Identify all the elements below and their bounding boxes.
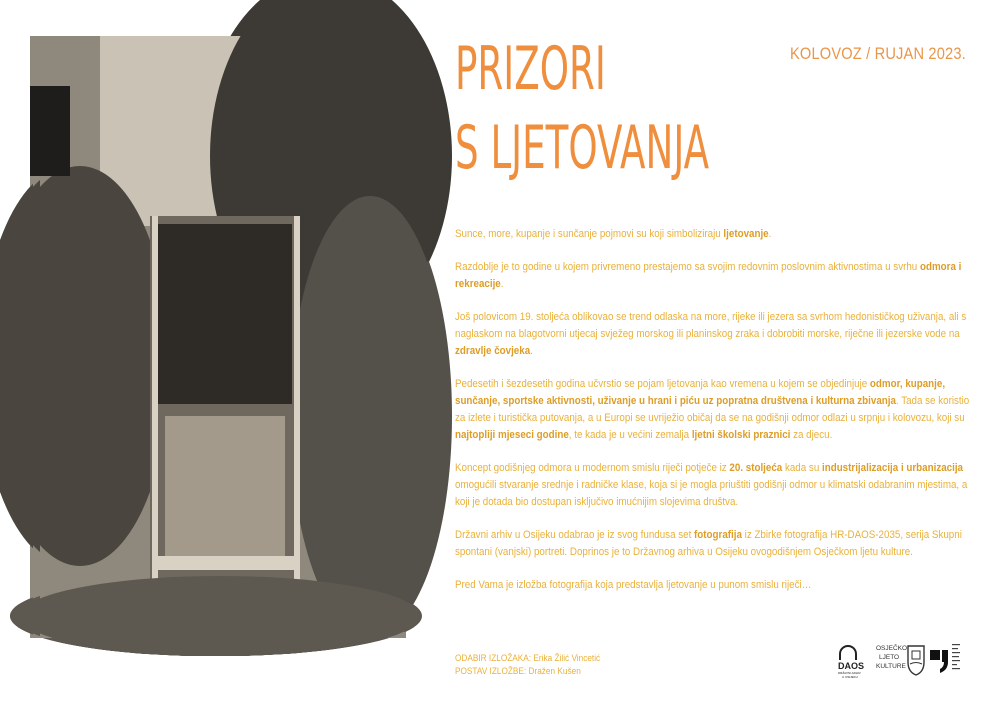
paragraph-7: Pred Vama je izložba fotografija koja predstavlja ljetovanje u punom smislu riječi… <box>455 579 812 591</box>
paragraph-5: Koncept godišnjeg odmora u modernom smislu riječi potječe iz 20. stoljeća kada su industrijalizacija i urbanizacija omogućili stvaranje srednje i radničke klase, koja si je mogla priuštiti godišnji odmor u klimatski odabranim mjestima, a koji je dotada bio dostupan isključivo imućnijim slojevima društva. <box>455 462 968 508</box>
credit-setup: POSTAV IZLOŽBE: Dražen Kušen <box>455 666 581 677</box>
exhibition-title <box>455 30 709 188</box>
svg-text:KULTURE: KULTURE <box>876 663 906 670</box>
paragraph-4: Pedesetih i šezdesetih godina učvrstio se pojam ljetovanja kao vremena u kojem se objedinjuje odmor, kupanje, sunčanje, sportske aktivnosti, uživanje u hrani i piću uz popratna društvena i kulturna zbivanja. Tada se koristio za izlete i turistička putovanja, a u Europi se uvriježio običaj da se na godišnji odmor odlazi u srpnju i kolovozu, koji su najtopliji mjeseci godine, te kada je u većini zemalja ljetni školski praznici za djecu. <box>455 378 970 441</box>
partner-logos <box>836 640 966 680</box>
daos-logo <box>836 640 870 680</box>
exhibition-date: KOLOVOZ / RUJAN 2023. <box>790 44 966 63</box>
city-mark-icon <box>928 644 950 674</box>
osijek-summer-logo <box>876 640 908 680</box>
credits <box>455 652 600 678</box>
title-line-1: PRIZORI <box>455 34 606 104</box>
fine-print-icon <box>952 642 962 678</box>
credit-selection: ODABIR IZLOŽAKA: Erika Žilić Vincetić <box>455 653 601 664</box>
svg-text:DRŽAVNI ARHIV: DRŽAVNI ARHIV <box>838 671 861 675</box>
svg-text:U OSIJEKU: U OSIJEKU <box>842 675 858 679</box>
photo-strip <box>40 615 404 634</box>
svg-text:DAOS: DAOS <box>838 661 865 671</box>
svg-text:LJETO: LJETO <box>879 654 900 661</box>
description-text <box>455 226 975 610</box>
paragraph-1: Sunce, more, kupanje i sunčanje pojmovi su koji simboliziraju ljetovanje. <box>455 228 772 240</box>
title-line-2: S LJETOVANJA <box>455 113 710 183</box>
paragraph-3: Još polovicom 19. stoljeća oblikovao se trend odlaska na more, rijeke ili jezera sa svrhom hedonističkog uživanja, ali s naglaskom na blagotvorni utjecaj svježeg morskog ili planinskog zraka i dobrobiti morske, riječne ili jezerske vode na zdravlje čovjeka. <box>455 311 967 357</box>
svg-text:OSJEČKO: OSJEČKO <box>876 645 908 652</box>
coat-of-arms-icon <box>906 642 926 676</box>
sliced-photograph <box>36 36 400 638</box>
paragraph-6: Državni arhiv u Osijeku odabrao je iz svog fundusa set fotografija iz Zbirke fotografija HR-DAOS-2035, serija Skupni spontani (vanjski) portreti. Doprinos je to Državnog arhiva u Osijeku ovogodišnjem Osječkom ljetu kulture. <box>455 529 962 558</box>
paragraph-2: Razdoblje je to godine u kojem privremeno prestajemo sa svojim redovnim poslovnim aktivnostima u svrhu odmora i rekreacije. <box>455 261 962 290</box>
